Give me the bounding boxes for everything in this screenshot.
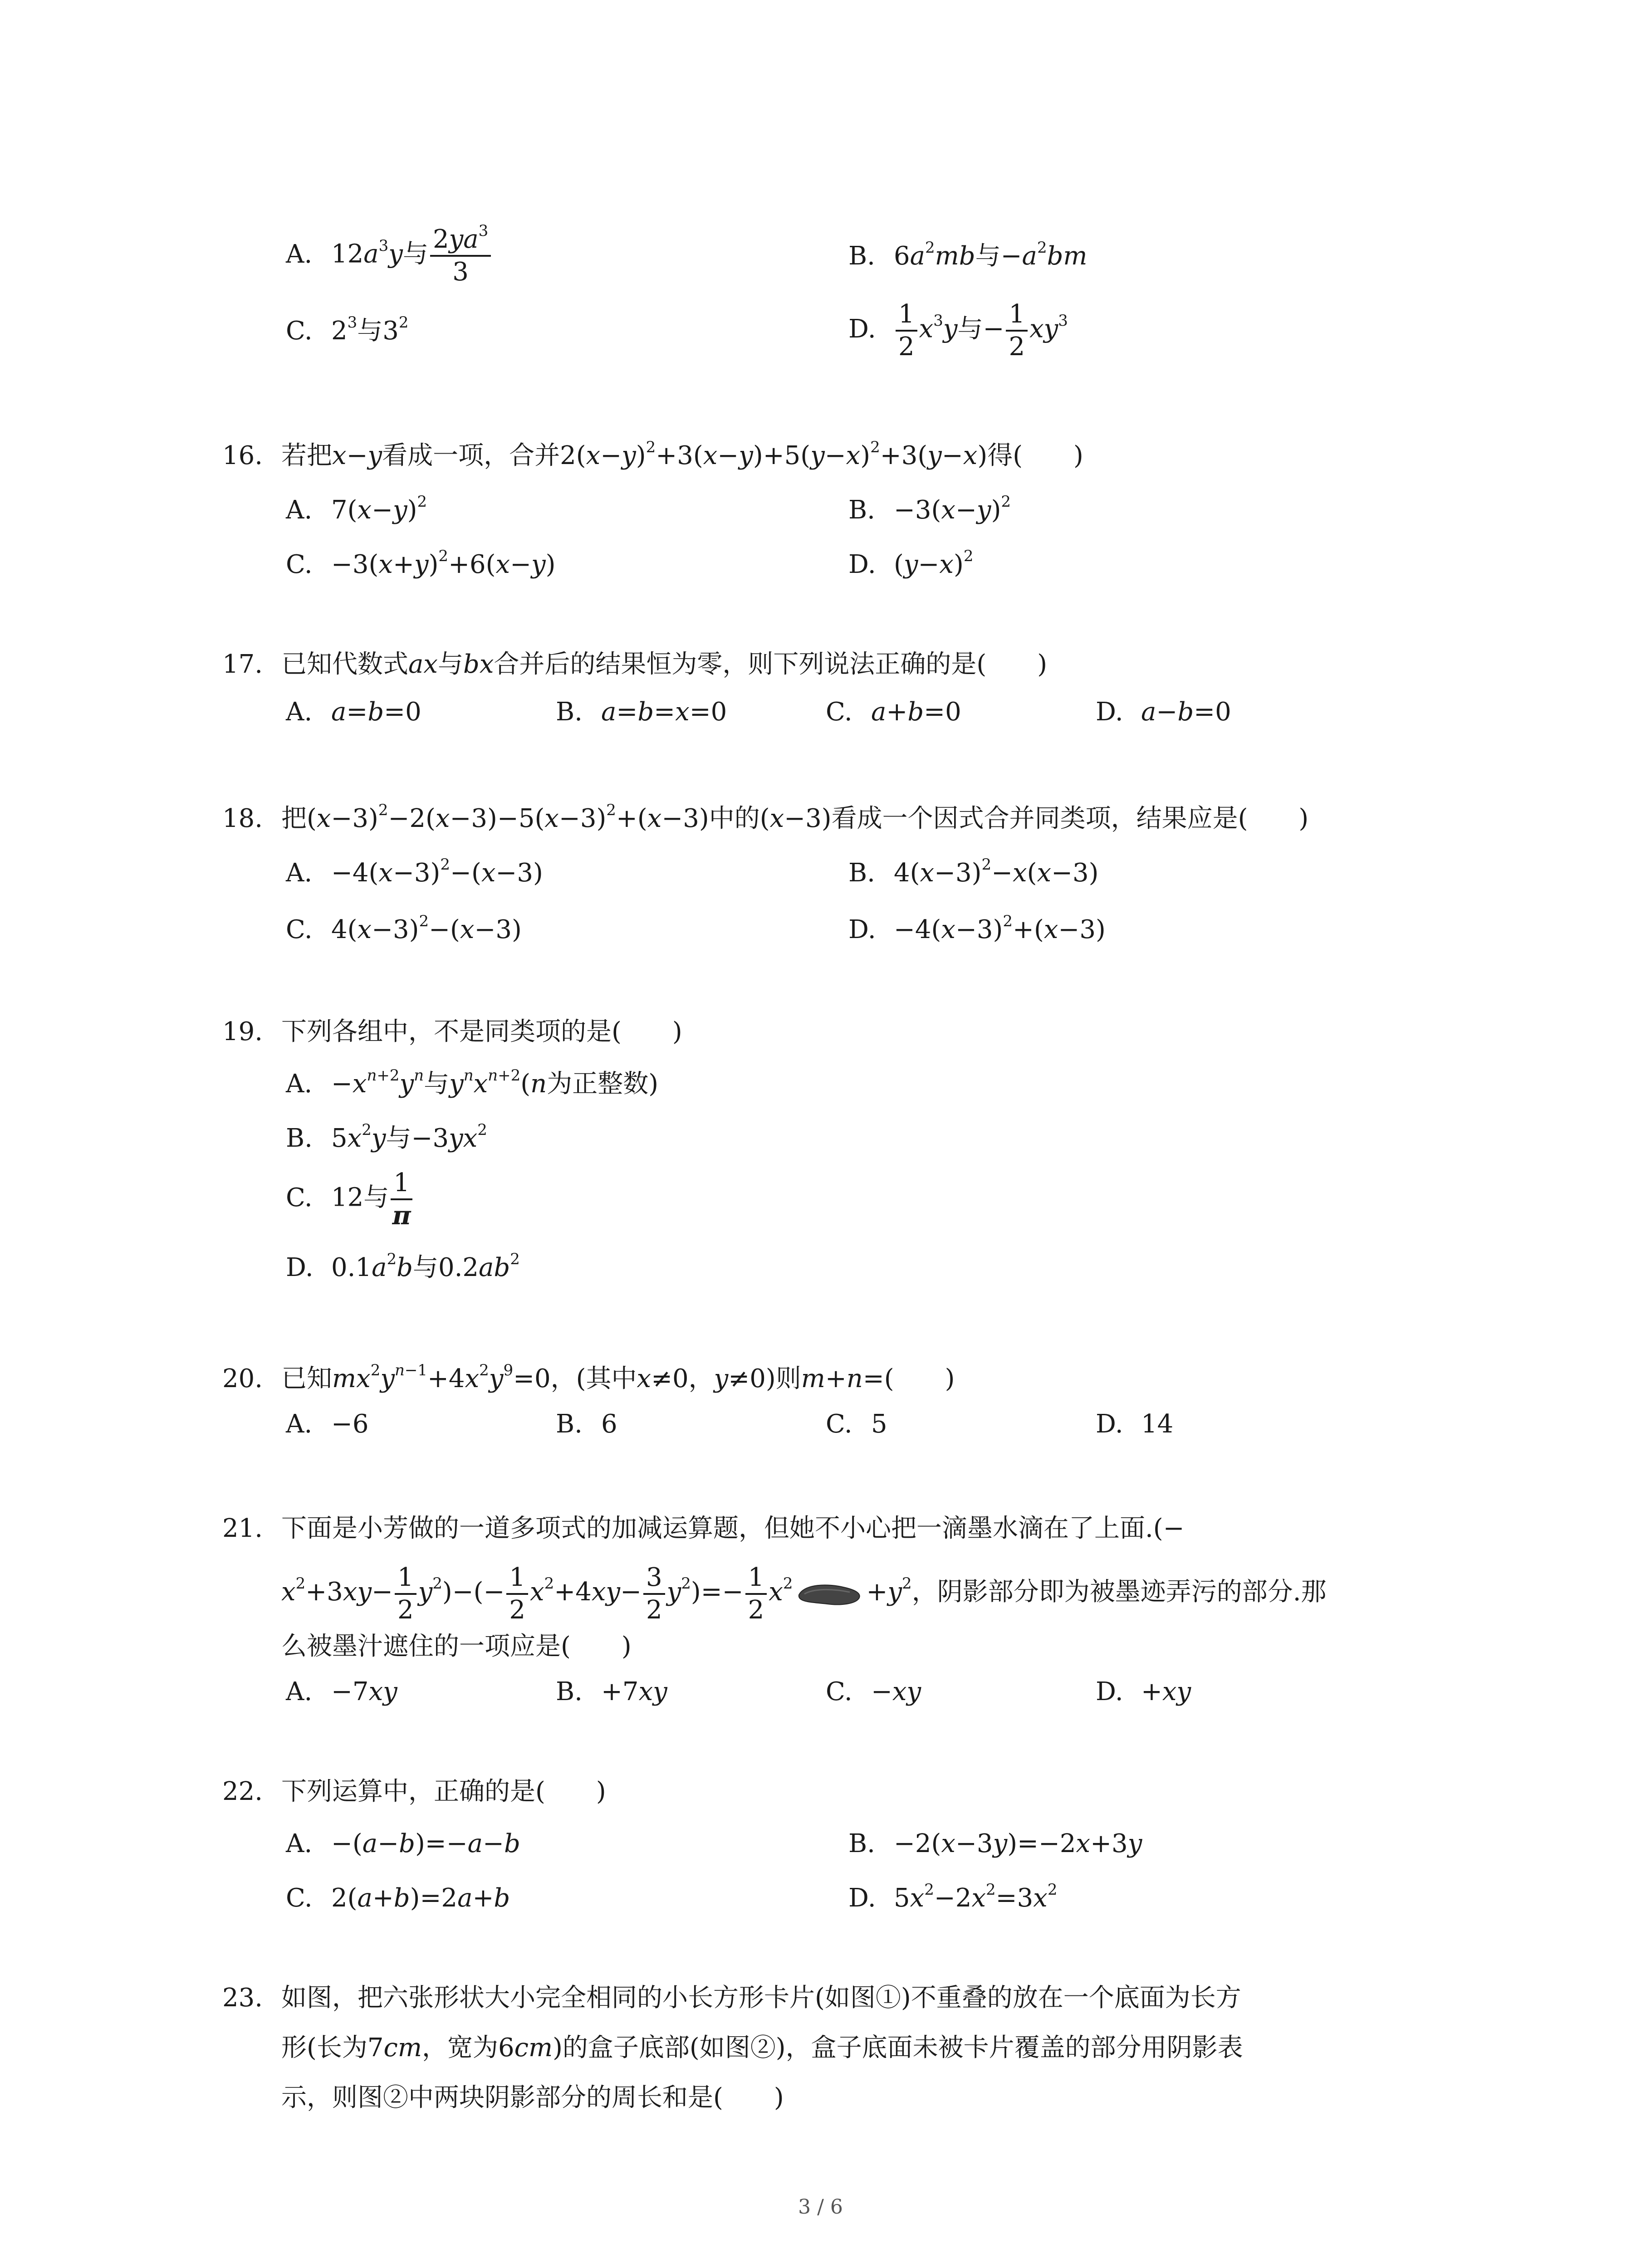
q22-option-c: C. 2(a+b)=2a+b <box>286 1883 510 1913</box>
q18-option-b: B. $4(x-3)^2-x(x-3)$ <box>848 855 1099 888</box>
q22-option-a: A. −(a−b)=−a−b <box>286 1829 520 1858</box>
option-label: D. <box>848 314 876 344</box>
question-number: 22. <box>222 1777 263 1806</box>
q18-option-d: D. $-4(x-3)^2+(x-3)$ <box>848 912 1106 944</box>
question-16-stem: 16. 若把x−y看成一项，合并$2(x-y)^2+3(x-y)+5(y-x)^2+3(y-x)$得( ) <box>222 438 1083 474</box>
question-20-stem: 20. 已知$mx^2y^{n-1}+4x^2y^9=0$，(其中x≠0，y≠0)则m+n=( ) <box>222 1361 955 1397</box>
q15-option-c: C. $2^3$与$3^2$ <box>286 313 409 349</box>
option-label: C. <box>286 316 313 346</box>
q15-option-b: B. $6a^2mb$与$-a^2bm$ <box>848 238 1087 274</box>
fraction: $\frac{1}{2}$ <box>896 302 917 360</box>
question-18-stem: 18. 把$(x-3)^2-2(x-3)-5(x-3)^2+(x-3)$中的(x−3)看成一个因式合并同类项，结果应是( ) <box>222 801 1308 837</box>
fraction: $\frac{1}{\pi}$ <box>391 1170 412 1228</box>
question-number: 19. <box>222 1017 263 1046</box>
question-number: 18. <box>222 804 263 833</box>
option-label: A. <box>286 239 313 269</box>
question-21-line-1: 21. 下面是小芳做的一道多项式的加减运算题，但她不小心把一滴墨水滴在了上面.(− <box>222 1510 1185 1547</box>
question-22-stem: 22. 下列运算中，正确的是( ) <box>222 1774 606 1810</box>
q20-option-b: B. 6 <box>556 1409 617 1439</box>
q16-option-a: A. $7(x-y)^2$ <box>286 493 427 525</box>
page-number: 3 / 6 <box>798 2195 843 2219</box>
q20-option-a: A. −6 <box>286 1409 369 1439</box>
question-23-line-2: 形(长为7cm，宽为6cm)的盒子底部(如图②)，盒子底面未被卡片覆盖的部分用阴影表 <box>281 2033 1243 2063</box>
q19-option-b: B. $5x^2y$与$-3yx^2$ <box>286 1121 487 1153</box>
q19-option-a: A. $-x^{n+2}y^n$与$y^nx^{n+2}(n$为正整数) <box>286 1066 659 1099</box>
q16-option-b: B. $-3(x-y)^2$ <box>848 493 1011 525</box>
option-label: B. <box>848 241 875 271</box>
q17-option-a: A. a=b=0 <box>286 697 421 727</box>
question-23-line-1: 23. 如图，把六张形状大小完全相同的小长方形卡片(如图①)不重叠的放在一个底面为长方 <box>222 1980 1241 2016</box>
q20-option-c: C. 5 <box>826 1409 887 1439</box>
q16-option-c: C. $-3(x+y)^2+6(x-y)$ <box>286 547 556 579</box>
q18-option-a: A. $-4(x-3)^2-(x-3)$ <box>286 855 543 888</box>
question-number: 21. <box>222 1514 263 1543</box>
q22-option-d: D. $5x^2-2x^2=3x^2$ <box>848 1881 1058 1913</box>
q17-option-d: D. a−b=0 <box>1096 697 1231 727</box>
question-21-line-3: 么被墨汁遮住的一项应是( ) <box>281 1632 632 1661</box>
question-21-line-2: $x^2+3xy-$ $\frac{1}{2}$ $y^2)-(-$ $\frac{1}{2}$ $x^2+4xy-$ $\frac{3}{2}$ $y^2)=-$ $\frac{1}{2}$ $x^2 +y^2$，阴影部分即为被墨迹弄污的部分.那 <box>281 1562 1327 1625</box>
fraction: $\frac{1}{2}$ <box>1006 302 1028 360</box>
q15-option-a: A. $12a^3y$与 $\frac{2ya^3}{3}$ <box>286 227 493 285</box>
q22-option-b: B. −2(x−3y)=−2x+3y <box>848 1829 1142 1858</box>
q15-option-d: D. $\frac{1}{2}$ $x^3y$与− $\frac{1}{2}$ $xy^3$ <box>848 299 1068 362</box>
fraction: $\frac{2ya^3}{3}$ <box>430 227 491 285</box>
question-23-line-3: 示，则图②中两块阴影部分的周长和是( ) <box>281 2083 784 2112</box>
q21-option-c: C. −xy <box>826 1677 921 1706</box>
q16-option-d: D. $(y-x)^2$ <box>848 547 974 579</box>
q19-option-d: D. $0.1a^2b$与$0.2ab^2$ <box>286 1250 520 1282</box>
question-17-stem: 17. 已知代数式ax与bx合并后的结果恒为零，则下列说法正确的是( ) <box>222 646 1047 683</box>
q21-option-a: A. −7xy <box>286 1677 397 1706</box>
question-number: 23. <box>222 1983 263 2013</box>
ink-blot-icon <box>795 1580 863 1608</box>
question-number: 20. <box>222 1364 263 1393</box>
q19-option-c: C. 12与 $\frac{1}{\pi}$ <box>286 1170 414 1228</box>
question-number: 17. <box>222 650 263 679</box>
q21-option-b: B. +7xy <box>556 1677 667 1706</box>
q20-option-d: D. 14 <box>1096 1409 1174 1439</box>
question-19-stem: 19. 下列各组中，不是同类项的是( ) <box>222 1014 682 1050</box>
q17-option-c: C. a+b=0 <box>826 697 961 727</box>
q18-option-c: C. $4(x-3)^2-(x-3)$ <box>286 912 522 944</box>
q17-option-b: B. a=b=x=0 <box>556 697 727 727</box>
q21-option-d: D. +xy <box>1096 1677 1191 1706</box>
question-number: 16. <box>222 441 263 470</box>
